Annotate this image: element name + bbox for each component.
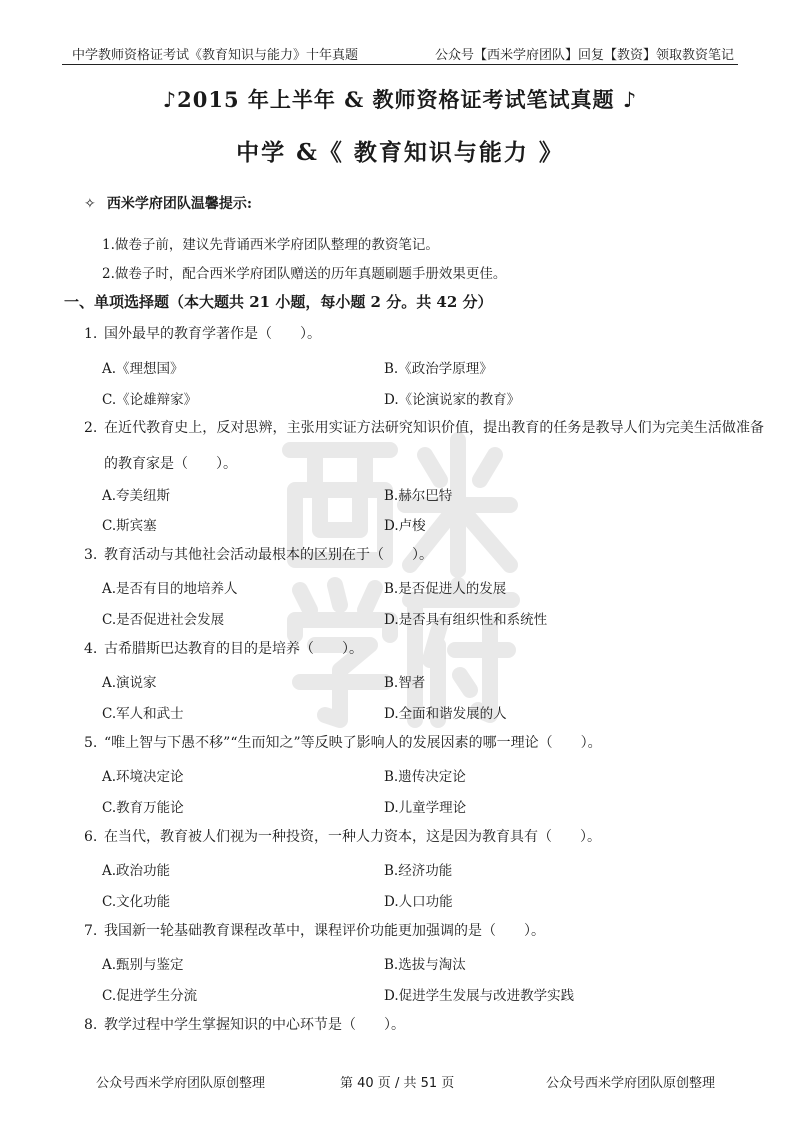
question-text: 教育活动与其他社会活动最根本的区别在于（ ）。 [104, 547, 433, 563]
footer-left-text: 公众号西米学府团队原创整理 [96, 1076, 266, 1091]
option-a: A.演说家 [102, 675, 157, 691]
option-d: D.卢梭 [384, 518, 426, 534]
question-text: “唯上智与下愚不移”“生而知之”等反映了影响人的发展因素的哪一理论（ ）。 [104, 735, 602, 751]
question-number: 3. [84, 547, 98, 563]
option-a: A.《理想国》 [102, 361, 184, 377]
option-d: D.全面和谐发展的人 [384, 706, 507, 722]
page-number: 第 40 页 / 共 51 页 [340, 1076, 455, 1091]
page-header [62, 40, 738, 65]
question-4 [84, 639, 363, 659]
option-c: C.《论雄辩家》 [102, 392, 198, 408]
question-number: 6. [84, 829, 98, 845]
tips-heading [84, 193, 252, 213]
question-2 [84, 410, 764, 482]
option-d: D.促进学生发展与改进教学实践 [384, 988, 575, 1004]
option-a: A.是否有目的地培养人 [102, 581, 238, 597]
question-text: 教学过程中学生掌握知识的中心环节是（ ）。 [104, 1017, 405, 1033]
question-number: 1. [84, 326, 98, 342]
option-c: C.教育万能论 [102, 800, 184, 816]
option-b: B.《政治学原理》 [384, 361, 493, 377]
option-b: B.赫尔巴特 [384, 488, 453, 504]
option-c: C.是否促进社会发展 [102, 612, 225, 628]
option-c: C.军人和武士 [102, 706, 184, 722]
question-8 [84, 1015, 405, 1035]
option-d: D.人口功能 [384, 894, 453, 910]
question-text: 在当代，教育被人们视为一种投资，一种人力资本，这是因为教育具有（ ）。 [104, 829, 601, 845]
option-c: C.斯宾塞 [102, 518, 157, 534]
question-5 [84, 733, 602, 753]
question-number: 2. [84, 420, 98, 436]
question-number: 4. [84, 641, 98, 657]
tips-heading-text: 西米学府团队温馨提示: [106, 196, 253, 212]
option-d: D.是否具有组织性和系统性 [384, 612, 548, 628]
question-1 [84, 324, 321, 344]
question-number: 8. [84, 1017, 98, 1033]
option-a: A.夸美纽斯 [102, 488, 171, 504]
question-6 [84, 827, 601, 847]
option-b: B.选拔与淘汰 [384, 957, 466, 973]
option-d: D.《论演说家的教育》 [384, 392, 521, 408]
question-7 [84, 921, 545, 941]
option-c: C.促进学生分流 [102, 988, 198, 1004]
question-text: 我国新一轮基础教育课程改革中，课程评价功能更加强调的是（ ）。 [104, 923, 545, 939]
option-d: D.儿童学理论 [384, 800, 467, 816]
question-3 [84, 545, 433, 565]
option-b: B.是否促进人的发展 [384, 581, 507, 597]
header-left-text: 中学教师资格证考试《教育知识与能力》十年真题 [72, 48, 359, 63]
option-a: A.环境决定论 [102, 769, 184, 785]
tip-item: 2.做卷子时，配合西米学府团队赠送的历年真题刷题手册效果更佳。 [102, 266, 507, 282]
option-b: B.经济功能 [384, 863, 453, 879]
question-text: 国外最早的教育学著作是（ ）。 [104, 326, 321, 342]
question-number: 7. [84, 923, 98, 939]
question-text: 古希腊斯巴达教育的目的是培养（ ）。 [104, 641, 363, 657]
option-a: A.甄别与鉴定 [102, 957, 184, 973]
option-b: B.遗传决定论 [384, 769, 466, 785]
option-c: C.文化功能 [102, 894, 171, 910]
exam-subtitle: 中学 &《 教育知识与能力 》 [236, 139, 564, 166]
option-b: B.智者 [384, 675, 426, 691]
sparkle-icon: ✧ [84, 196, 96, 212]
question-number: 5. [84, 735, 98, 751]
tip-item: 1.做卷子前，建议先背诵西米学府团队整理的教资笔记。 [102, 237, 439, 253]
header-right-text: 公众号【西米学府团队】回复【教资】领取教资笔记 [434, 48, 734, 63]
option-a: A.政治功能 [102, 863, 171, 879]
question-text: 在近代教育史上，反对思辨，主张用实证方法研究知识价值，提出教育的任务是教导人们为完美生活做准备的教育家是（ ）。 [104, 420, 764, 472]
section-heading: 一、单项选择题（本大题共 21 小题，每小题 2 分。共 42 分） [64, 293, 493, 311]
exam-title: ♪2015 年上半年 & 教师资格证考试笔试真题 ♪ [162, 87, 638, 112]
footer-right-text: 公众号西米学府团队原创整理 [546, 1076, 716, 1091]
